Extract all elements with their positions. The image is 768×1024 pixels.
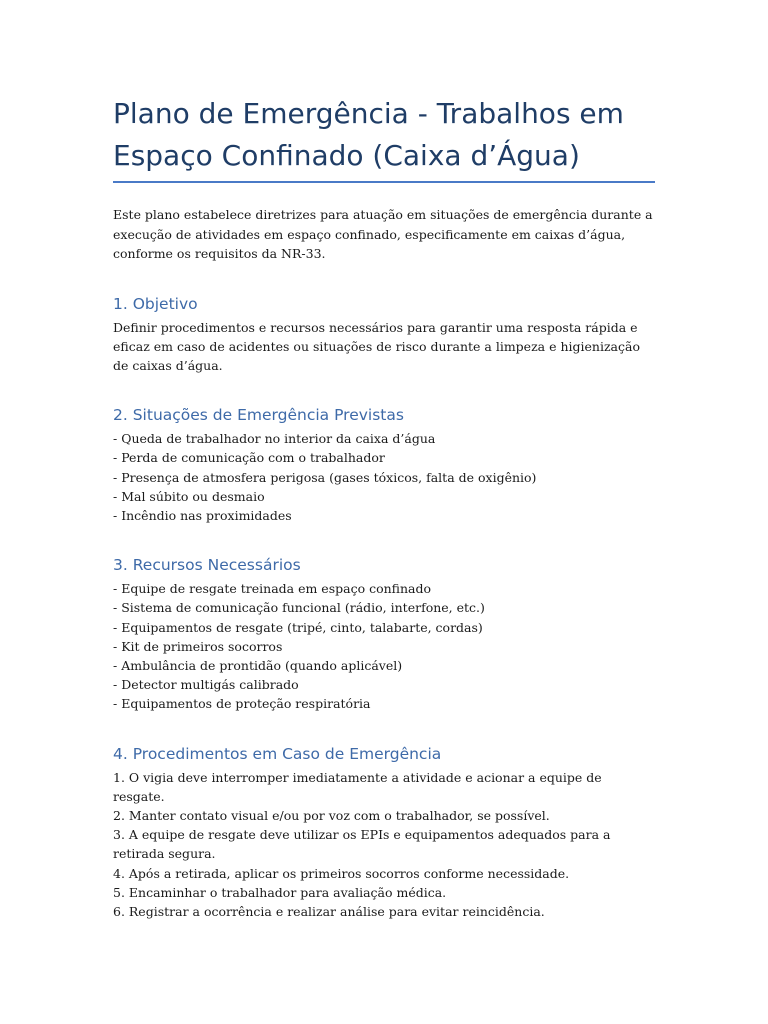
list-item: 2. Manter contato visual e/ou por voz com o trabalhador, se possível. [113, 807, 550, 823]
section-list [113, 429, 655, 525]
list-item: - Ambulância de prontidão (quando aplicável) [113, 657, 403, 673]
list-item: - Presença de atmosfera perigosa (gases tóxicos, falta de oxigênio) [113, 469, 537, 485]
section-list [113, 768, 655, 922]
intro-paragraph: Este plano estabelece diretrizes para atuação em situações de emergência durante a execução de atividades em espaço confinado, especificamente em caixas d’água, conforme os requisitos da NR-33. [113, 207, 653, 261]
list-item: - Equipe de resgate treinada em espaço confinado [113, 581, 432, 597]
section-heading: 1. Objetivo [113, 294, 198, 313]
list-item: - Equipamentos de proteção respiratória [113, 696, 371, 712]
section-recursos [113, 555, 655, 713]
list-item: - Equipamentos de resgate (tripé, cinto, talabarte, cordas) [113, 619, 483, 635]
list-item: 4. Após a retirada, aplicar os primeiros socorros conforme necessidade. [113, 865, 570, 881]
section-heading: 4. Procedimentos em Caso de Emergência [113, 744, 442, 763]
list-item: 1. O vigia deve interromper imediatamente a atividade e acionar a equipe de resgate. [113, 769, 602, 804]
list-item: 6. Registrar a ocorrência e realizar análise para evitar reincidência. [113, 903, 545, 919]
section-list [113, 579, 655, 713]
section-procedimentos [113, 744, 655, 922]
section-paragraph: Definir procedimentos e recursos necessários para garantir uma resposta rápida e eficaz em caso de acidentes ou situações de risco durante a limpeza e higienização de caixas d’água. [113, 319, 640, 373]
list-item: - Sistema de comunicação funcional (rádio, interfone, etc.) [113, 600, 485, 616]
document-page [113, 93, 655, 921]
list-item: - Mal súbito ou desmaio [113, 488, 265, 504]
section-situacoes [113, 405, 655, 525]
list-item: 3. A equipe de resgate deve utilizar os EPIs e equipamentos adequados para a retirada segura. [113, 827, 611, 862]
list-item: - Incêndio nas proximidades [113, 507, 292, 523]
list-item: 5. Encaminhar o trabalhador para avaliação médica. [113, 884, 447, 900]
page-title: Plano de Emergência - Trabalhos em Espaço Confinado (Caixa d’Água) [113, 93, 655, 183]
section-heading: 3. Recursos Necessários [113, 556, 301, 575]
list-item: - Kit de primeiros socorros [113, 638, 283, 654]
list-item: - Perda de comunicação com o trabalhador [113, 450, 385, 466]
section-heading: 2. Situações de Emergência Previstas [113, 406, 404, 425]
list-item: - Queda de trabalhador no interior da caixa d’água [113, 431, 436, 447]
list-item: - Detector multigás calibrado [113, 677, 299, 693]
section-objetivo [113, 294, 655, 376]
